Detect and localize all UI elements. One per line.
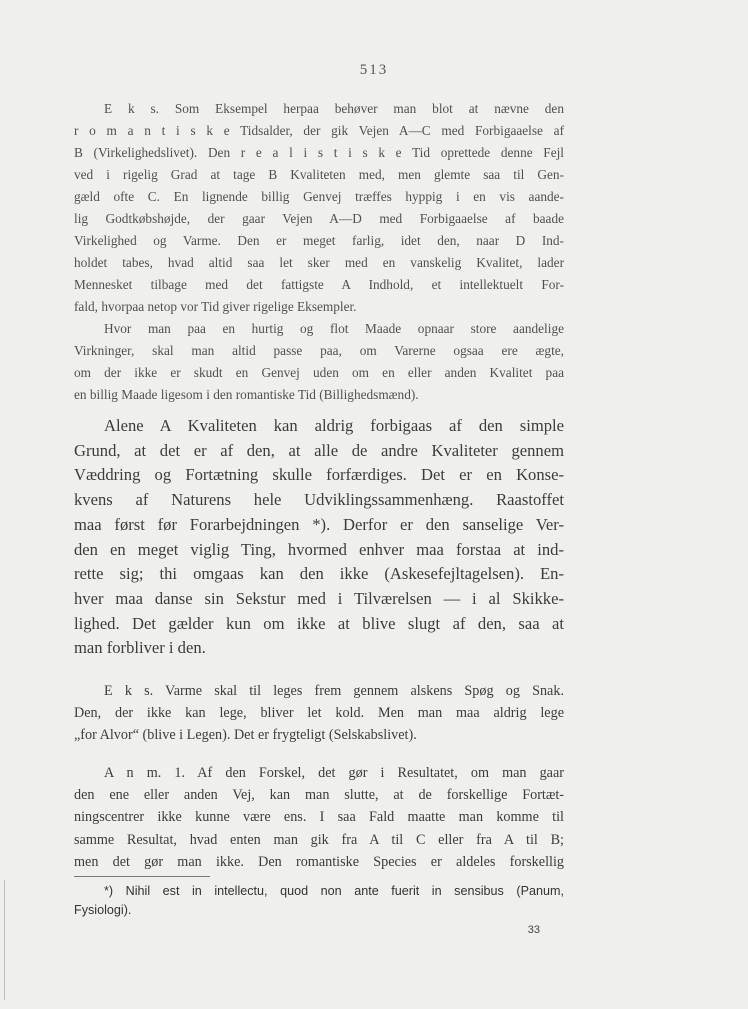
text-line: Mennesket tilbage med det fattigste A Indhold, et intellektuelt For- bbox=[74, 277, 564, 292]
text-line: maa først før Forarbejdningen *). Derfor er den sanselige Ver- bbox=[74, 514, 564, 534]
paragraph-cheap-shortcuts bbox=[74, 318, 564, 406]
page-edge-shadow bbox=[4, 880, 5, 1000]
text-line: ningscentrer ikke kunne være ens. I saa Fald maatte man komme til bbox=[74, 809, 564, 826]
text-line: lighed. Det gælder kun om ikke at blive slugt af den, saa at bbox=[74, 613, 564, 633]
text-line: B (Virkelighedslivet). Den r e a l i s t i s k e Tid oprettede denne Fejl bbox=[74, 145, 564, 160]
text-line: en billig Maade ligesom i den romantiske Tid (Billighedsmænd). bbox=[74, 387, 419, 402]
paragraph-example-warmth bbox=[74, 680, 564, 747]
text-line: den en meget viglig Ting, hvormed enhver maa forstaa at ind- bbox=[74, 539, 564, 559]
footnote-line: Fysiologi). bbox=[74, 903, 132, 917]
text-line: samme Resultat, hvad enten man gik fra A til C eller fra A til B; bbox=[74, 831, 564, 848]
text-line: Virkelighed og Varme. Den er meget farlig, idet den, naar D Ind- bbox=[74, 233, 564, 248]
text-line: Alene A Kvaliteten kan aldrig forbigaas af den simple bbox=[104, 416, 564, 435]
paragraph-example-romantic bbox=[74, 98, 564, 318]
text-line: gæld ofte C. En lignende billig Genvej træffes hyppig i en vis aande- bbox=[74, 189, 564, 204]
text-line: r o m a n t i s k e Tidsalder, der gik Vejen A—C med Forbigaaelse af bbox=[74, 123, 564, 138]
text-line: holdet tabes, hvad altid saa let sker med en vanskelig Kvalitet, lader bbox=[74, 255, 564, 270]
footnote-line: *) Nihil est in intellectu, quod non ante fuerit in sensibus (Panum, bbox=[104, 884, 564, 898]
text-line: Væddring og Fortætning skulle forfærdiges. Det er en Konse- bbox=[74, 465, 564, 485]
footnote-divider bbox=[74, 876, 210, 877]
text-line: „for Alvor“ (blive i Legen). Det er frygteligt (Selskabslivet). bbox=[74, 727, 417, 744]
text-line: A n m. 1. Af den Forskel, det gør i Resultatet, om man gaar bbox=[104, 765, 564, 781]
text-line: ved i rigelig Grad at tage B Kvaliteten med, men glemte saa til Gen- bbox=[74, 167, 564, 182]
text-line: Hvor man paa en hurtig og flot Maade opnaar store aandelige bbox=[104, 321, 564, 336]
text-line: man forbliver i den. bbox=[74, 638, 206, 658]
text-line: Virkninger, skal man altid passe paa, om Varerne ogsaa ere ægte, bbox=[74, 343, 564, 358]
text-line: E k s. Som Eksempel herpaa behøver man blot at nævne den bbox=[104, 101, 564, 116]
footnote bbox=[74, 882, 564, 920]
text-line: lig Godtkøbshøjde, der gaar Vejen A—D med Forbigaaelse af baade bbox=[74, 211, 564, 226]
text-line: om der ikke er skudt en Genvej uden om en eller anden Kvalitet paa bbox=[74, 365, 564, 380]
text-line: Den, der ikke kan lege, bliver let kold. Men man maa aldrig lege bbox=[74, 705, 564, 722]
page-number: 513 bbox=[359, 62, 389, 78]
text-line: kvens af Naturens hele Udviklingssammenhæng. Raastoffet bbox=[74, 490, 564, 510]
text-line: fald, hvorpaa netop vor Tid giver rigelige Eksempler. bbox=[74, 299, 357, 314]
text-line: men det gør man ikke. Den romantiske Species er aldeles forskellig bbox=[74, 853, 564, 870]
text-line: E k s. Varme skal til leges frem gennem alskens Spøg og Snak. bbox=[104, 683, 564, 699]
text-line: hver maa danse sin Sekstur med i Tilværelsen — i al Skikke- bbox=[74, 588, 564, 608]
paragraph-remark-1 bbox=[74, 762, 564, 873]
signature-mark: 33 bbox=[527, 924, 540, 936]
text-line: den ene eller anden Vej, kan man slutte, at de forskellige Fortæt- bbox=[74, 787, 564, 804]
paragraph-quality-a bbox=[74, 414, 564, 661]
text-line: rette sig; thi omgaas kan den ikke (Askesefejltagelsen). En- bbox=[74, 564, 564, 584]
text-line: Grund, at det er af den, at alle de andre Kvaliteter gennem bbox=[74, 440, 564, 460]
